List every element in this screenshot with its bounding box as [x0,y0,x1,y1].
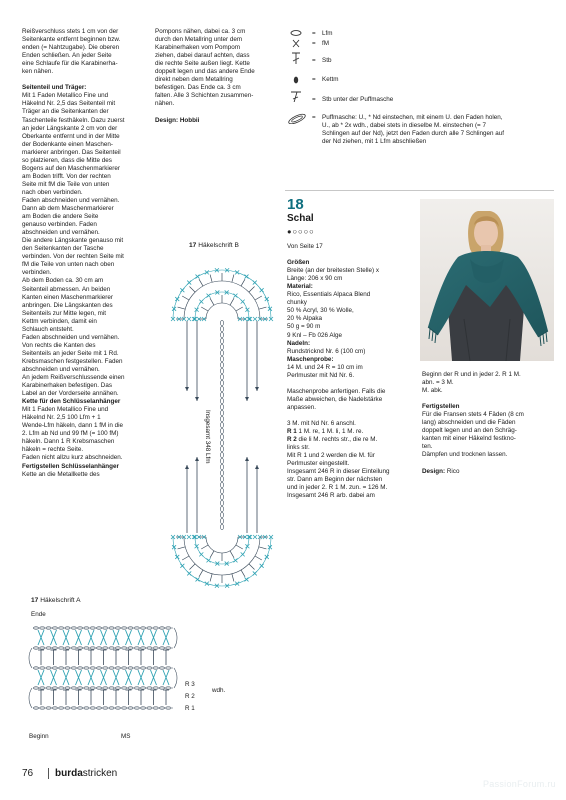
puff-stitch-symbol [286,112,306,124]
chain-mark [220,326,223,331]
single-crochet-mark [187,571,191,575]
chain-mark [220,434,223,439]
chart-a-ms: MS [121,733,131,740]
chain-mark [220,512,223,517]
scarf-photo-illustration [420,199,554,361]
puff-stitch-mark [151,630,157,645]
chain-mark [220,506,223,511]
double-crochet-mark [199,570,203,577]
double-crochet-mark [232,574,234,582]
chain-mark [220,344,223,349]
heading-groessen: Größen [287,259,310,267]
chain-mark [220,338,223,343]
double-crochet-symbol [289,52,309,64]
double-crochet-mark [236,545,243,549]
single-crochet-mark [175,297,179,301]
chain-mark [220,398,223,403]
puff-stitch-mark [138,630,144,645]
column-2 [155,28,280,125]
chart-b-vertical-label: Insgesamt 348 Lfm [204,410,211,464]
chain-mark [220,422,223,427]
chain-mark [220,488,223,493]
pattern-number: 18 [287,196,304,213]
double-crochet-mark [201,545,208,549]
heading-seitenteil: Seitenteil und Träger: [22,84,87,92]
chart-a-r1: R 1 [185,705,195,712]
single-crochet-mark [196,275,200,279]
chart-arc [206,303,238,319]
section-divider [285,190,554,191]
puff-stitch-mark [38,670,44,685]
chain-mark [220,494,223,499]
arrow-head [255,387,259,391]
chain-mark [220,368,223,373]
chain-mark [220,458,223,463]
double-crochet-mark [259,547,267,549]
single-crochet-mark [187,535,191,539]
turn-arc [29,688,32,708]
puff-stitch-mark [38,630,44,645]
pattern-column-3: Von Seite 17 Größen Breite (an der breitesten Stelle) x Länge: 206 x 90 cm Material: Rico, Essentials Alpaca Blend chunky 50 % Acryl, 30 % Wolle, 20 % Alpaka 50 g = 90 m 9 Knl – Fb 026 Alge Nadeln: Rundstricknd Nr. 6 (100 cm) Maschenprobe: 14 M. und 24 R = 10 cm im Perlmuster mit Nd Nr. 6. Maschenprobe anfertigen. Falls die Maße abweichen, die Nadelstärke anpassen. 3 M. mit Nd Nr. 6 anschl. R 1 1 M. re, 1 M. li, 1 M. re. R 2 die li M. rechts str., die re M. links str. Mit R 1 und 2 werden die M. für Perlmuster eingestellt. Insgesamt 246 R in dieser Einteilung str. Dann am Beginn der nächsten und in jeder 2. R 1 M. zun. = 126 M. Insgesamt 246 R arb. dabei am [287,243,390,500]
arrow-head [195,457,199,461]
chain-mark [220,410,223,415]
double-crochet-mark [199,279,203,286]
single-crochet-mark [253,571,257,575]
chart-a-r3: R 3 [185,681,195,688]
brand-name: burdastricken [55,768,118,779]
single-crochet-mark [234,558,238,562]
puff-stitch-mark [63,670,69,685]
crochet-chart-b [167,251,277,606]
single-crochet-symbol [289,39,309,51]
puff-stitch-mark [163,670,169,685]
double-crochet-mark [210,551,214,558]
difficulty-rating: ●○○○○ [287,227,315,236]
single-crochet-mark [199,300,203,304]
puff-stitch-mark [138,670,144,685]
paragraph: Pompons nähen, dabei ca. 3 cm durch den Metallring unter dem Karabinerhaken vom Pompom ziehen, dabei darauf achten, dass die rechte Seite außen liegt. Kette doppelt legen und das andere Ende direkt neben dem Metallring befestigen. Das Ende ca. 3 cm falten. Alle 3 Schichten zusammen- nähen. [155,28,255,108]
paragraph: Mit 1 Faden Metallico Fine und Häkelnd Nr. 2,5 100 Lfm + 1 Wende-Lfm häkeln, dann 1 fM in die 2. Lfm ab Nd und 99 fM (= 100 fM) häkeln. Dann 1 R Krebsmaschen häkeln = rechte Seite. Faden nicht allzu kurz abschneiden. [22,406,124,462]
pattern-column-4: Beginn der R und in jeder 2. R 1 M. abn. = 3 M. M. abk. Fertigstellen Für die Fransen stets 4 Fäden (8 cm lang) abschneiden und die Fäden doppelt legen und an den Schräg- kanten mit einer Häkelnd festkno- ten. Dämpfen und trocknen lassen. Design: Rico [422,371,524,475]
double-crochet-mark [182,556,189,560]
arrow-head [195,397,199,401]
crochet-chart-a [28,620,178,730]
chain-mark [220,500,223,505]
heading-material: Material: [287,283,313,291]
single-crochet-mark [241,552,245,556]
chain-mark [220,428,223,433]
chain-mark [220,356,223,361]
design-label: Design: [155,116,179,124]
chain-mark [220,380,223,385]
design-value: Hobbii [179,116,200,124]
chain-mark [220,332,223,337]
puff-stitch-mark [76,630,82,645]
chain-mark [220,518,223,523]
chain-mark [220,404,223,409]
puff-stitch-mark [88,630,94,645]
arrow-head [185,387,189,391]
single-crochet-mark [175,555,179,559]
single-crochet-mark [187,281,191,285]
single-crochet-mark [205,582,209,586]
page-number: 76 [22,768,34,779]
heading-fertigstellen: Fertigstellen Schlüsselanhänger [22,462,119,470]
puff-stitch-mark [113,630,119,645]
double-crochet-mark [189,564,195,570]
double-crochet-mark [249,286,255,292]
single-crochet-mark [195,308,199,312]
single-crochet-mark [234,294,238,298]
single-crochet-mark [235,582,239,586]
chart-a-ende: Ende [31,611,46,618]
chain-mark [220,416,223,421]
arrow-head [245,457,249,461]
single-crochet-mark [265,297,269,301]
double-crochet-mark [255,296,262,300]
single-crochet-mark [235,270,239,274]
arrow-head [185,465,189,469]
chart-arc [206,537,238,553]
double-crochet-mark [241,570,245,577]
chain-mark [220,440,223,445]
watermark: PassionForum.ru [482,779,556,789]
puff-stitch-mark [88,670,94,685]
heading-maschenprobe: Maschenprobe: [287,355,334,363]
double-crochet-mark [232,275,234,283]
single-crochet-mark [253,535,257,539]
chart-b-caption: 17 Häkelschrift B [189,242,239,249]
single-crochet-mark [241,300,245,304]
single-crochet-mark [245,308,249,312]
single-crochet-mark [245,544,249,548]
double-crochet-mark [249,564,255,570]
chart-a-r2: R 2 [185,693,195,700]
column-1 [22,28,146,479]
single-crochet-mark [180,288,184,292]
chain-mark [220,524,223,529]
chain-mark [220,362,223,367]
single-crochet-mark [180,564,184,568]
single-crochet-mark [199,552,203,556]
single-crochet-mark [245,275,249,279]
chain-mark [220,320,223,325]
single-crochet-mark [253,317,257,321]
single-crochet-mark [253,281,257,285]
turn-arc [29,648,32,668]
double-crochet-mark [230,298,234,305]
heading-nadeln: Nadeln: [287,339,311,347]
chain-mark [220,482,223,487]
single-crochet-mark [187,317,191,321]
puff-stitch-mark [101,670,107,685]
double-crochet-mark [178,307,186,309]
single-crochet-mark [205,270,209,274]
turn-arc [174,668,177,688]
double-crochet-mark [259,307,267,309]
footer-divider [48,768,49,779]
turn-arc [174,628,177,648]
puff-stitch-mark [126,670,132,685]
puff-stitch-mark [113,670,119,685]
chain-mark [220,392,223,397]
arrow-head [245,397,249,401]
double-crochet-mark [182,296,189,300]
puff-stitch-mark [51,670,57,685]
puff-stitch-mark [76,670,82,685]
double-crochet-mark [236,307,243,311]
scarf-model-photo [420,199,554,361]
double-crochet-mark [255,556,262,560]
chart-a-beginn: Beginn [29,733,49,740]
chain-mark [220,386,223,391]
paragraph: Mit 1 Faden Metallico Fine und Häkelnd Nr. 2,5 das Seitenteil mit Träger an die Seitenkanten der Taschenteile festhäkeln. Dazu zuerst an jeder Längskante 2 cm von der Oberkante entfernt und in der Mitte der Bodenkante einen Maschen- markierer anbringen. Das Seitenteil so platzieren, dass die Mitte des Bogens auf den Maschenmarkierer am Boden trifft. Von der rechten Seite mit fM die Teile von unten nach oben verbinden. Faden abschneiden und vernähen. Dann ab dem Maschenmarkierer am Boden die andere Seite genauso verbinden. Faden abschneiden und vernähen. Die andere Längskante genauso mit den Seitenkanten der Tasche verbinden. Von der rechten Seite mit fM die Teile von unten nach oben verbinden. Ab dem Boden ca. 30 cm am Seitenteil abmessen. An beiden Kanten einen Maschenmarkierer anbringen. Die Längskanten des Seitenteils zur Mitte legen, mit Kettm verbinden, damit ein Schlauch entsteht. Faden abschneiden und vernähen. Von rechts die Kanten des Seitenteils an jeder Seite mit 1 Rd. Krebsmaschen festgestellen. Faden abschneiden und vernähen. An jedem Reißverschlussende einen Karabinerhaken befestigen. Das Label an der Vorderseite annähen. [22,92,125,398]
double-crochet-mark [241,279,245,286]
double-crochet-mark [210,298,214,305]
chain-mark [220,470,223,475]
single-crochet-mark [260,288,264,292]
puff-stitch-mark [63,630,69,645]
chain-mark [220,374,223,379]
double-crochet-mark [210,574,212,582]
heading-fertigstellen: Fertigstellen [422,403,460,411]
puff-base-symbol [287,90,307,102]
slip-stitch-symbol [289,75,309,87]
paragraph: Kette an die Metallkette des [22,470,100,478]
single-crochet-mark [245,577,249,581]
single-crochet-mark [196,577,200,581]
chain-mark [220,476,223,481]
paragraph: Reißverschluss stets 1 cm von der Seitenkante entfernt beginnen bzw. enden (= Nahtzugabe). Die oberen Enden schließen. An jeder Seite eine Schlaufe für die Karabinerha- ken nähen. [22,28,121,76]
single-crochet-mark [207,294,211,298]
puff-stitch-mark [51,630,57,645]
puff-stitch-mark [151,670,157,685]
single-crochet-mark [207,558,211,562]
double-crochet-mark [201,307,208,311]
puff-stitch-mark [163,630,169,645]
chart-a-caption: 17 Häkelschrift A [31,597,81,604]
chain-mark [220,464,223,469]
chain-mark [220,446,223,451]
puff-stitch-mark [101,630,107,645]
single-crochet-mark [195,544,199,548]
double-crochet-mark [178,547,186,549]
heading-kette: Kette für den Schlüsselanhänger [22,398,121,406]
single-crochet-mark [260,564,264,568]
chart-a-wdh: wdh. [212,687,226,694]
double-crochet-mark [189,286,195,292]
single-crochet-mark [265,555,269,559]
pattern-title: Schal [287,213,314,224]
chain-mark [220,350,223,355]
puff-stitch-mark [126,630,132,645]
chain-mark [220,452,223,457]
double-crochet-mark [230,551,234,558]
double-crochet-mark [210,275,212,283]
arrow-head [255,465,259,469]
